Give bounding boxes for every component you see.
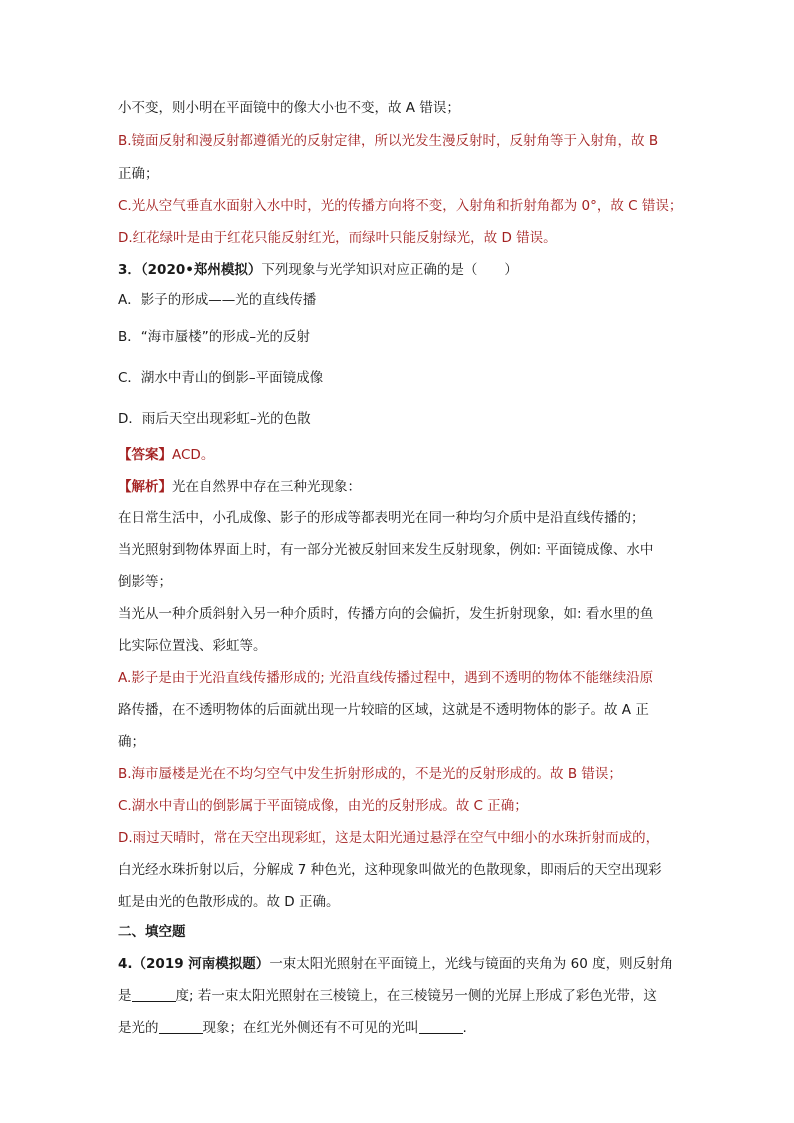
question-4-line3: [118, 1018, 467, 1038]
text-fragment: 现象；在红光外侧还有不可见的光叫: [202, 1020, 419, 1036]
option-a: A．影子的形成——光的直线传播: [118, 292, 317, 308]
question-source: （2019 河南模拟题）: [132, 956, 270, 972]
analysis-text: 当光从一种介质斜射入另一种介质时，传播方向的会偏折，发生折射现象，如: 看水里的鱼: [118, 606, 654, 622]
text-fragment: 度; 若一束太阳光照射在三棱镜上，在三棱镜另一侧的光屏上形成了彩色光带，这: [175, 988, 657, 1004]
question-text: 下列现象与光学知识对应正确的是（ ）: [261, 262, 518, 278]
option-d: D．雨后天空出现彩虹–光的色散: [118, 411, 311, 427]
question-4-line2: [118, 986, 657, 1006]
analysis-text: 白光经水珠折射以后，分解成 7 种色光，这种现象叫做光的色散现象，即雨后的天空出现彩: [118, 862, 662, 878]
analysis-text: 当光照射到物体界面上时，有一部分光被反射回来发生反射现象，例如: 平面镜成像、水中: [118, 542, 654, 558]
text-fragment: .: [462, 1020, 467, 1036]
answer-line: [118, 445, 214, 465]
answer-blank[interactable]: [132, 987, 176, 1002]
question-text: 一束太阳光照射在平面镜上，光线与镜面的夹角为 60 度，则反射角: [269, 956, 674, 972]
question-3-stem: [118, 260, 518, 280]
answer-blank[interactable]: [419, 1019, 463, 1034]
text-line-d: D.红花绿叶是由于红花只能反射红光，而绿叶只能反射绿光，故 D 错误。: [118, 230, 557, 246]
analysis-text: 确；: [118, 734, 145, 750]
answer-blank[interactable]: [159, 1019, 203, 1034]
analysis-text: 比实际位置浅、彩虹等。: [118, 638, 267, 654]
analysis-tag: 【解析】: [118, 479, 172, 495]
analysis-text-c: C.湖水中青山的倒影属于平面镜成像，由光的反射形成。故 C 正确；: [118, 798, 528, 814]
option-b: B．“海市蜃楼”的形成–光的反射: [118, 329, 310, 345]
question-number: 4.: [118, 956, 133, 972]
analysis-text: 路传播，在不透明物体的后面就出现一片较暗的区域，这就是不透明物体的影子。故 A 正: [118, 702, 649, 718]
section-title: 二、填空题: [118, 924, 186, 940]
text-line: 小不变，则小明在平面镜中的像大小也不变，故 A 错误；: [118, 100, 460, 116]
option-c: C．湖水中青山的倒影–平面镜成像: [118, 370, 324, 386]
analysis-text-a: A.影子是由于光沿直线传播形成的; 光沿直线传播过程中，遇到不透明的物体不能继续沿原: [118, 670, 654, 686]
text-fragment: 是: [118, 988, 132, 1004]
answer-tag: 【答案】: [118, 447, 172, 463]
question-4-stem: [118, 954, 673, 974]
analysis-intro: 光在自然界中存在三种光现象：: [172, 479, 361, 495]
analysis-text: 在日常生活中，小孔成像、影子的形成等都表明光在同一种均匀介质中是沿直线传播的；: [118, 510, 645, 526]
text-line: 正确；: [118, 166, 159, 182]
text-line-b: B.镜面反射和漫反射都遵循光的反射定律，所以光发生漫反射时，反射角等于入射角，故 B: [118, 133, 659, 149]
analysis-text-b: B.海市蜃楼是光在不均匀空气中发生折射形成的，不是光的反射形成的。故 B 错误；: [118, 766, 622, 782]
text-fragment: 是光的: [118, 1020, 159, 1036]
analysis-line: [118, 477, 361, 497]
question-number: 3．: [118, 262, 141, 278]
analysis-text: 倒影等；: [118, 574, 172, 590]
question-source: （2020•郑州模拟）: [140, 262, 262, 278]
text-line-c: C.光从空气垂直水面射入水中时，光的传播方向将不变，入射角和折射角都为 0°，故 C 错误；: [118, 198, 683, 214]
analysis-text-d: D.雨过天晴时，常在天空出现彩虹，这是太阳光通过悬浮在空气中细小的水珠折射而成的，: [118, 830, 660, 846]
analysis-text: 虹是由光的色散形成的。故 D 正确。: [118, 894, 340, 910]
answer-value: ACD。: [172, 447, 215, 463]
